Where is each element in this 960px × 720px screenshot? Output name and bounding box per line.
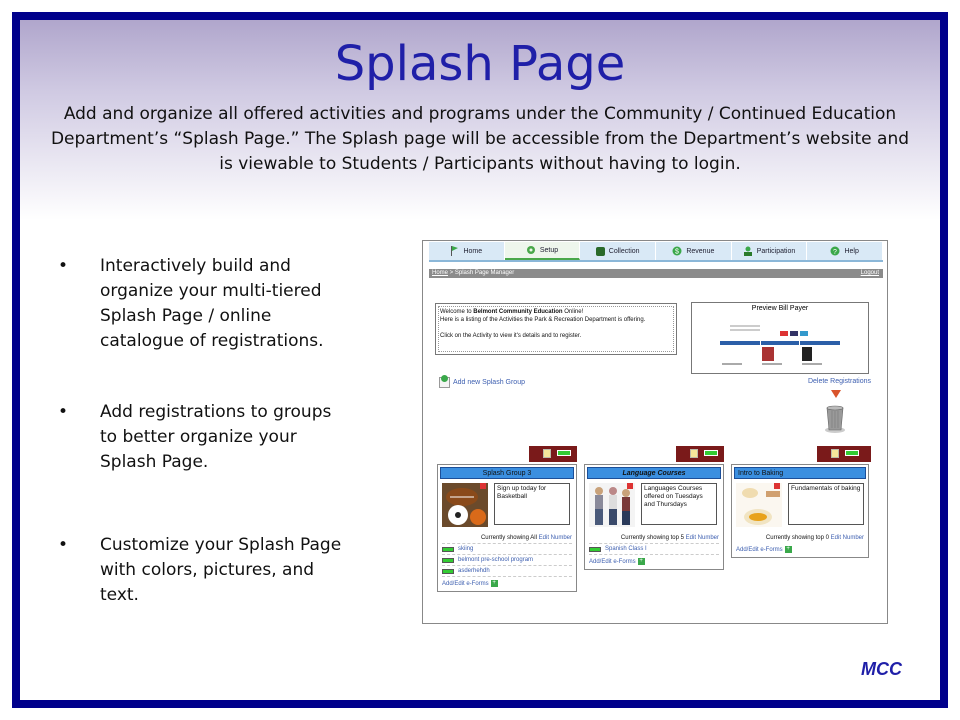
- welcome-prefix: Welcome to: [440, 309, 474, 315]
- registration-label: belmont pre-school program: [458, 557, 534, 563]
- breadcrumb: [429, 269, 883, 278]
- color-icon[interactable]: [845, 450, 859, 456]
- breadcrumb-current: > Splash Page Manager: [448, 270, 515, 276]
- tab-label: Collection: [608, 247, 640, 255]
- tab-label: Home: [463, 247, 483, 255]
- tab-revenue[interactable]: [656, 242, 732, 260]
- group-toolbar: [817, 446, 871, 462]
- edit-number-link[interactable]: Edit Number: [830, 535, 864, 541]
- preview-bill-payer[interactable]: [691, 302, 869, 374]
- registration-item[interactable]: [438, 544, 576, 554]
- group-title[interactable]: Splash Group 3: [440, 467, 574, 479]
- app-screenshot: [422, 240, 888, 624]
- footer-logo-text: MCC: [861, 659, 902, 679]
- bullet-text: Interactively build and organize your multi-tiered Splash Page / online catalogue of registrations.: [100, 256, 324, 351]
- preview-thumbnail: [720, 323, 840, 369]
- group-note[interactable]: Fundamentals of baking: [788, 483, 864, 525]
- showing-count: [585, 529, 723, 543]
- logout-link[interactable]: Logout: [860, 270, 879, 276]
- group-box: [437, 464, 577, 592]
- welcome-suffix: Online!: [562, 309, 584, 315]
- status-bar-icon: [442, 558, 454, 563]
- bullet-dot: •: [58, 402, 69, 422]
- welcome-line: Here is a listing of the Activities the Park & Recreation Department is offering.: [440, 317, 646, 323]
- arrow-down-icon: [831, 390, 841, 398]
- tab-label: Participation: [756, 247, 796, 255]
- revenue-icon: [672, 246, 682, 256]
- showing-value: All: [530, 535, 537, 541]
- breadcrumb-home-link[interactable]: Home: [432, 270, 449, 276]
- showing-value: 5: [680, 535, 684, 541]
- showing-prefix: Currently showing: [480, 535, 531, 541]
- plus-icon: +: [492, 580, 496, 586]
- tab-label: Revenue: [686, 247, 715, 255]
- plus-icon: +: [786, 546, 790, 552]
- registration-label: Spanish Class I: [605, 546, 647, 552]
- sports-balls-image[interactable]: [442, 483, 488, 527]
- status-bar-icon: [589, 547, 601, 552]
- color-icon[interactable]: [704, 450, 718, 456]
- group-toolbar: [529, 446, 577, 462]
- add-splash-group-button[interactable]: [439, 377, 525, 388]
- collection-icon: [596, 247, 605, 256]
- registration-label: skiing: [458, 546, 474, 552]
- svg-text:?: ?: [833, 249, 838, 256]
- top-nav: [429, 242, 883, 262]
- registration-item[interactable]: [438, 555, 576, 565]
- group-note[interactable]: Sign up today for Basketball: [494, 483, 570, 525]
- registration-item[interactable]: [585, 544, 723, 554]
- welcome-org-name: Belmont Community Education: [473, 309, 563, 315]
- group-box: [731, 464, 869, 558]
- group-note[interactable]: Languages Courses offered on Tuesdays and Thursdays: [641, 483, 717, 525]
- eforms-label: Add/Edit e-Forms: [442, 580, 489, 587]
- participation-icon: [743, 246, 753, 256]
- subtitle-line: is viewable to Students / Participants without having to login.: [219, 154, 741, 174]
- welcome-text-editor[interactable]: [435, 303, 677, 355]
- edit-eforms-link[interactable]: [732, 543, 868, 557]
- svg-text:$: $: [675, 248, 680, 256]
- subtitle-line: Department’s “Splash Page.” The Splash page will be accessible from the Department’s website and: [50, 129, 910, 149]
- showing-count: [438, 529, 576, 543]
- group-body: [438, 481, 576, 529]
- bullet-text: Add registrations to groups to better organize your Splash Page.: [100, 402, 332, 472]
- add-group-icon: [439, 377, 450, 388]
- registration-label: asderhehdh: [458, 568, 490, 574]
- group-box: [584, 464, 724, 570]
- group-body: [585, 481, 723, 529]
- status-bar-icon: [442, 569, 454, 574]
- flag-icon: [450, 246, 459, 256]
- eforms-label: Add/Edit e-Forms: [589, 558, 636, 565]
- edit-icon[interactable]: [831, 449, 839, 458]
- showing-value: 0: [825, 535, 829, 541]
- status-bar-icon: [442, 547, 454, 552]
- edit-number-link[interactable]: Edit Number: [685, 535, 719, 541]
- group-body: [732, 481, 868, 529]
- welcome-line: Click on the Activity to view it's details and to register.: [440, 333, 582, 339]
- students-image[interactable]: [589, 483, 635, 527]
- showing-prefix: Currently showing top: [620, 535, 681, 541]
- color-icon[interactable]: [557, 450, 571, 456]
- welcome-text-area[interactable]: [438, 306, 674, 352]
- tab-label: Setup: [539, 246, 559, 254]
- bullet-dot: •: [58, 535, 69, 555]
- tab-home[interactable]: [429, 242, 505, 260]
- eforms-label: Add/Edit e-Forms: [736, 546, 783, 553]
- slide-frame: [12, 12, 948, 708]
- slide-subtitle: [48, 102, 912, 177]
- trash-icon[interactable]: [824, 402, 846, 434]
- group-toolbar: [676, 446, 724, 462]
- group-title[interactable]: Language Courses: [587, 467, 721, 479]
- tab-help[interactable]: [807, 242, 883, 260]
- slide-title: Splash Page: [334, 36, 626, 92]
- group-title[interactable]: Intro to Baking: [734, 467, 866, 479]
- edit-icon[interactable]: [543, 449, 551, 458]
- preview-label: Preview Bill Payer: [751, 305, 809, 312]
- subtitle-line: Add and organize all offered activities and programs under the Community / Continued Education: [63, 104, 897, 124]
- edit-icon[interactable]: [690, 449, 698, 458]
- plus-icon: +: [639, 558, 643, 564]
- tab-setup[interactable]: [505, 242, 581, 260]
- tab-collection[interactable]: [580, 242, 656, 260]
- showing-count: [732, 529, 868, 543]
- registration-item[interactable]: [438, 566, 576, 576]
- edit-eforms-link[interactable]: [438, 577, 576, 591]
- baking-image[interactable]: [736, 483, 782, 527]
- edit-eforms-link[interactable]: [585, 555, 723, 569]
- showing-prefix: Currently showing top: [765, 535, 826, 541]
- add-group-label: Add new Splash Group: [453, 379, 525, 386]
- tab-participation[interactable]: [732, 242, 808, 260]
- bullet-dot: •: [58, 256, 69, 276]
- bullet-text: Customize your Splash Page with colors, pictures, and text.: [100, 535, 342, 605]
- delete-registrations-link[interactable]: Delete Registrations: [807, 378, 871, 385]
- edit-number-link[interactable]: Edit Number: [538, 535, 572, 541]
- help-icon: [830, 246, 840, 256]
- tab-label: Help: [844, 247, 859, 255]
- gear-icon: [526, 245, 536, 255]
